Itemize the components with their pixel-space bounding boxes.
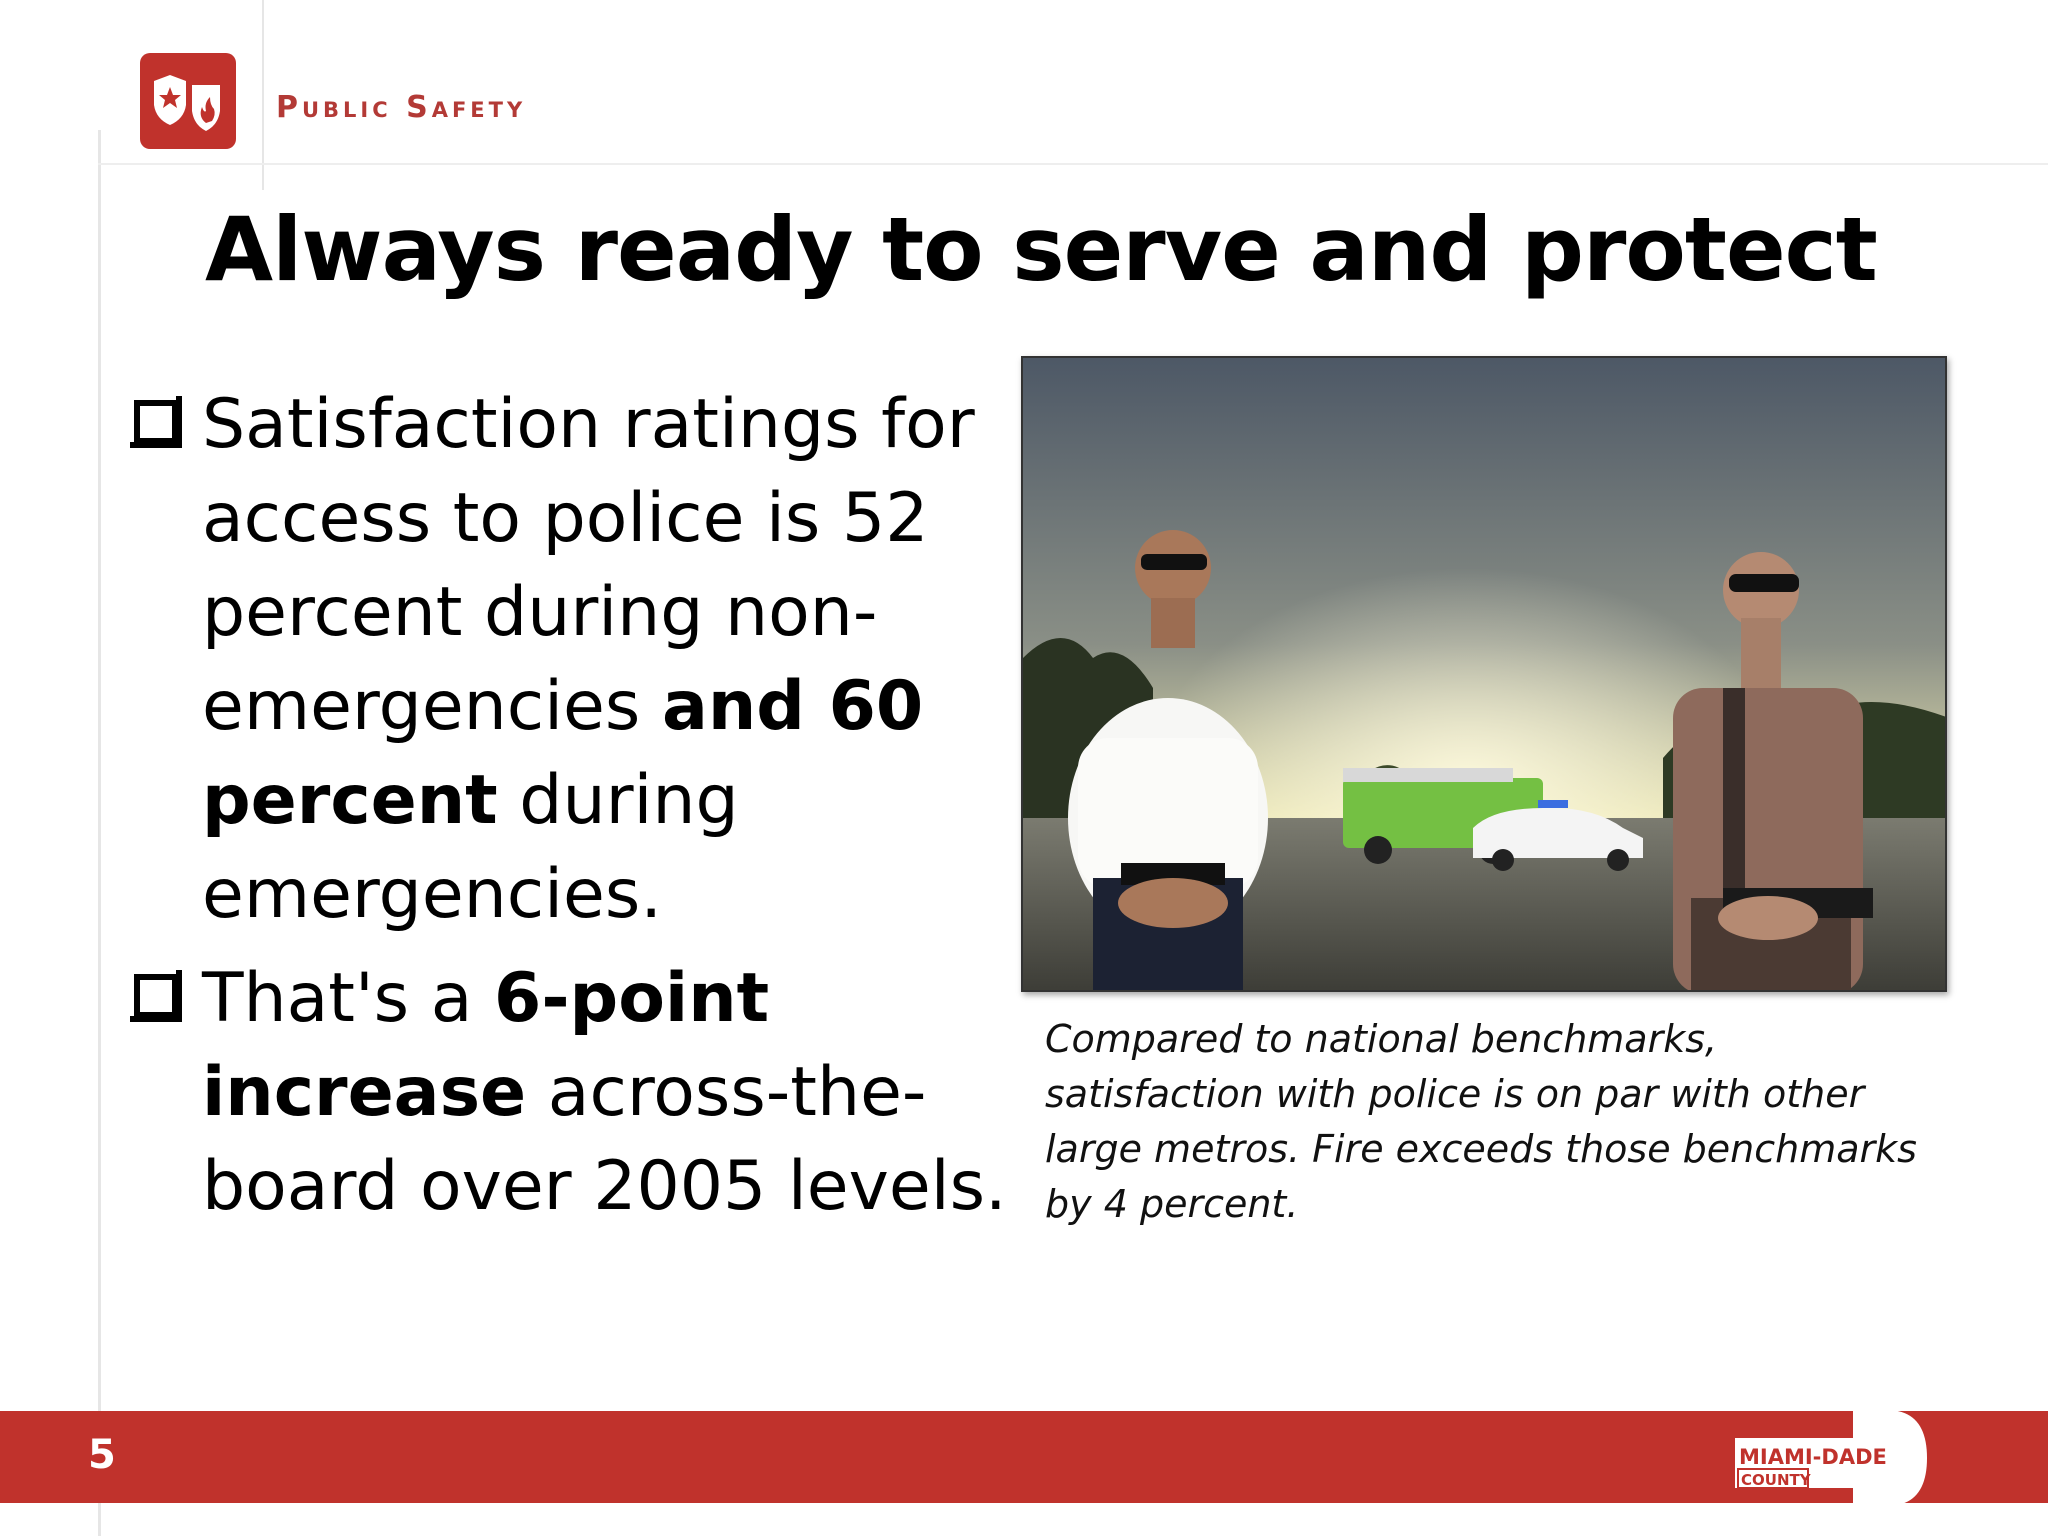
miami-dade-county-logo — [1735, 1410, 1927, 1506]
bullet-text-emphasis: and 60 percent — [202, 667, 924, 840]
page-number: 5 — [88, 1432, 116, 1478]
header-underline — [98, 163, 2048, 165]
section-label: Public Safety — [276, 90, 527, 125]
slide-title: Always ready to serve and protect — [205, 198, 1877, 301]
checkbox-bullet-icon — [134, 974, 178, 1018]
header-divider-line — [262, 0, 264, 190]
bullet-text-emphasis: 6-point increase — [202, 959, 770, 1132]
bullet-item — [130, 378, 1010, 942]
left-guide-line — [98, 130, 101, 1536]
checkbox-bullet-icon — [134, 400, 178, 444]
bullet-text-part: across-the-board over 2005 levels. — [202, 1053, 1007, 1226]
bullet-item — [130, 952, 1010, 1234]
bullet-list — [130, 378, 1010, 1234]
bullet-text-part: That's a — [202, 959, 494, 1038]
logo-text-top: MIAMI-DADE — [1739, 1445, 1887, 1469]
logo-text-bottom: COUNTY — [1741, 1471, 1811, 1489]
public-safety-shield-logo — [140, 53, 236, 149]
bullet-text-part: during emergencies. — [202, 761, 739, 934]
police-and-fire-officers-photo — [1021, 356, 1947, 992]
bullet-text-part: Satisfaction ratings for access to police is 52 percent during non-emergencies — [202, 385, 975, 746]
photo-caption: Compared to national benchmarks, satisfaction with police is on par with other large metros. Fire exceeds those benchmarks by 4 percent. — [1045, 1017, 1917, 1226]
